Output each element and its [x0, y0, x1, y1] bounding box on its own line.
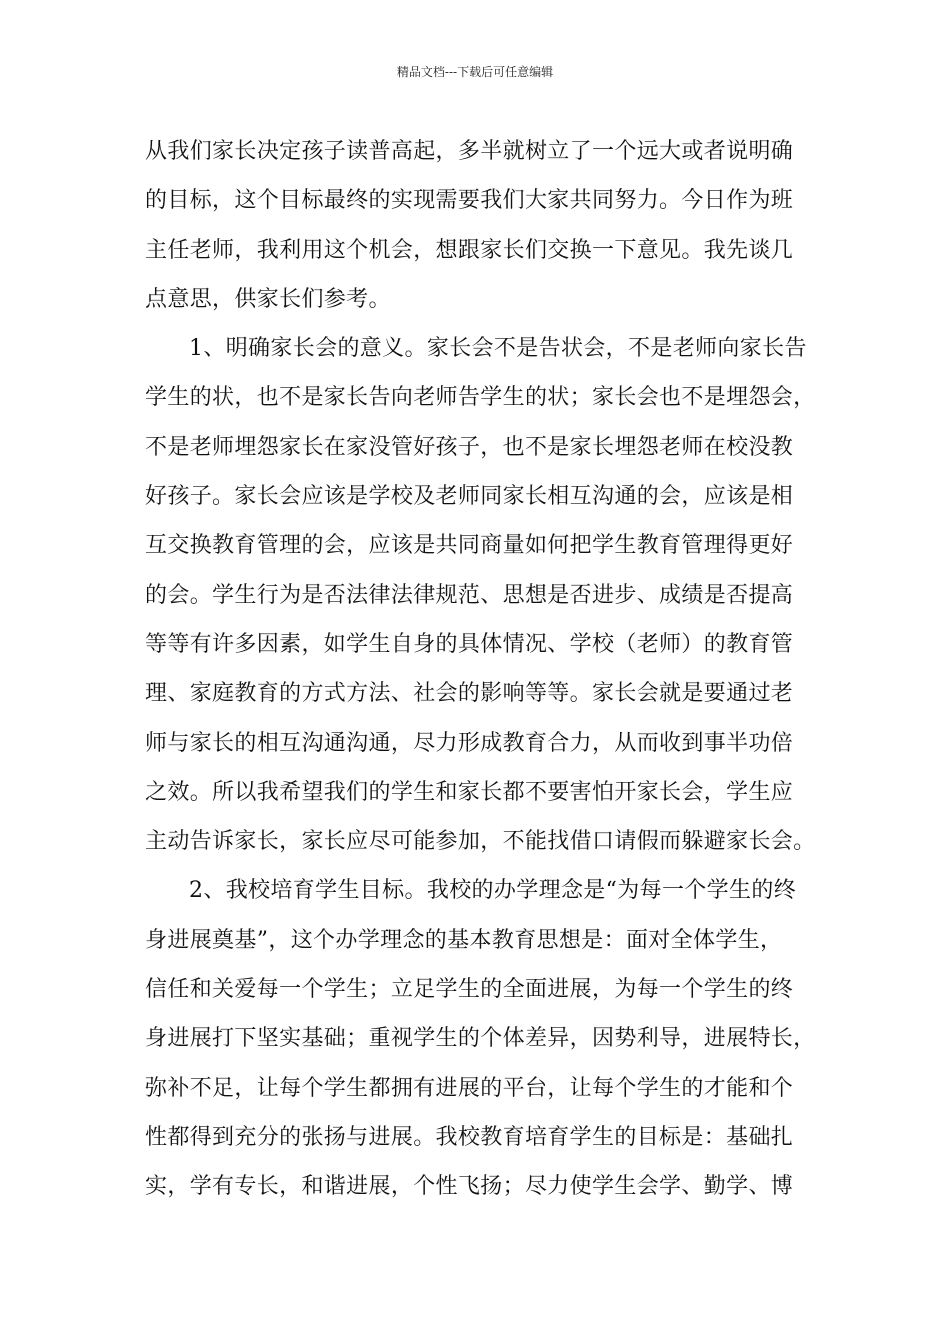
text-line: 信任和关爱每一个学生；立足学生的全面进展，为每一个学生的终	[145, 977, 794, 1003]
text-line: 从我们家长决定孩子读普高起，多半就树立了一个远大或者说明确	[145, 139, 794, 164]
text-line: 弥补不足，让每个学生都拥有进展的平台，让每个学生的才能和个	[145, 1075, 794, 1101]
page-header: 精品文档---下载后可任意编辑	[396, 65, 554, 79]
document-body	[145, 127, 816, 1212]
text-line: 等等有许多因素，如学生自身的具体情况、学校（老师）的教育管	[145, 631, 794, 657]
text-line: 身进展奠基”，这个办学理念的基本教育思想是：面对全体学生，	[145, 927, 783, 953]
text-line: 不是老师埋怨家长在家没管好孩子，也不是家长埋怨老师在校没教	[145, 434, 794, 460]
text-line: 主动告诉家长，家长应尽可能参加，不能找借口请假而躲避家长会。	[145, 829, 816, 855]
text-line: 性都得到充分的张扬与进展。我校教育培育学生的目标是：基础扎	[145, 1124, 794, 1150]
text-line: 之效。所以我希望我们的学生和家长都不要害怕开家长会，学生应	[145, 779, 794, 805]
text-line: 身进展打下坚实基础；重视学生的个体差异，因势利导，进展特长，	[145, 1026, 816, 1052]
text-line: 主任老师，我利用这个机会，想跟家长们交换一下意见。我先谈几	[145, 237, 794, 263]
text-line: 师与家长的相互沟通沟通，尽力形成教育合力，从而收到事半功倍	[145, 730, 794, 756]
text-line: 实，学有专长，和谐进展，个性飞扬；尽力使学生会学、勤学、博	[145, 1174, 794, 1200]
text-line: 互交换教育管理的会，应该是共同商量如何把学生教育管理得更好	[145, 533, 794, 559]
text-line: 好孩子。家长会应该是学校及老师同家长相互沟通的会，应该是相	[145, 484, 794, 510]
text-line: 学生的状，也不是家长告向老师告学生的状；家长会也不是埋怨会，	[145, 385, 816, 411]
paragraph-first-line: 1、明确家长会的意义。家长会不是告状会，不是老师向家长告	[189, 336, 807, 362]
text-line: 点意思，供家长们参考。	[145, 286, 391, 312]
text-line: 的会。学生行为是否法律法律规范、思想是否进步、成绩是否提高	[145, 582, 794, 608]
text-line: 的目标，这个目标最终的实现需要我们大家共同努力。今日作为班	[145, 188, 794, 214]
paragraph-first-line: 2、我校培育学生目标。我校的办学理念是“为每一个学生的终	[189, 878, 797, 904]
text-line: 理、家庭教育的方式方法、社会的影响等等。家长会就是要通过老	[145, 681, 794, 707]
